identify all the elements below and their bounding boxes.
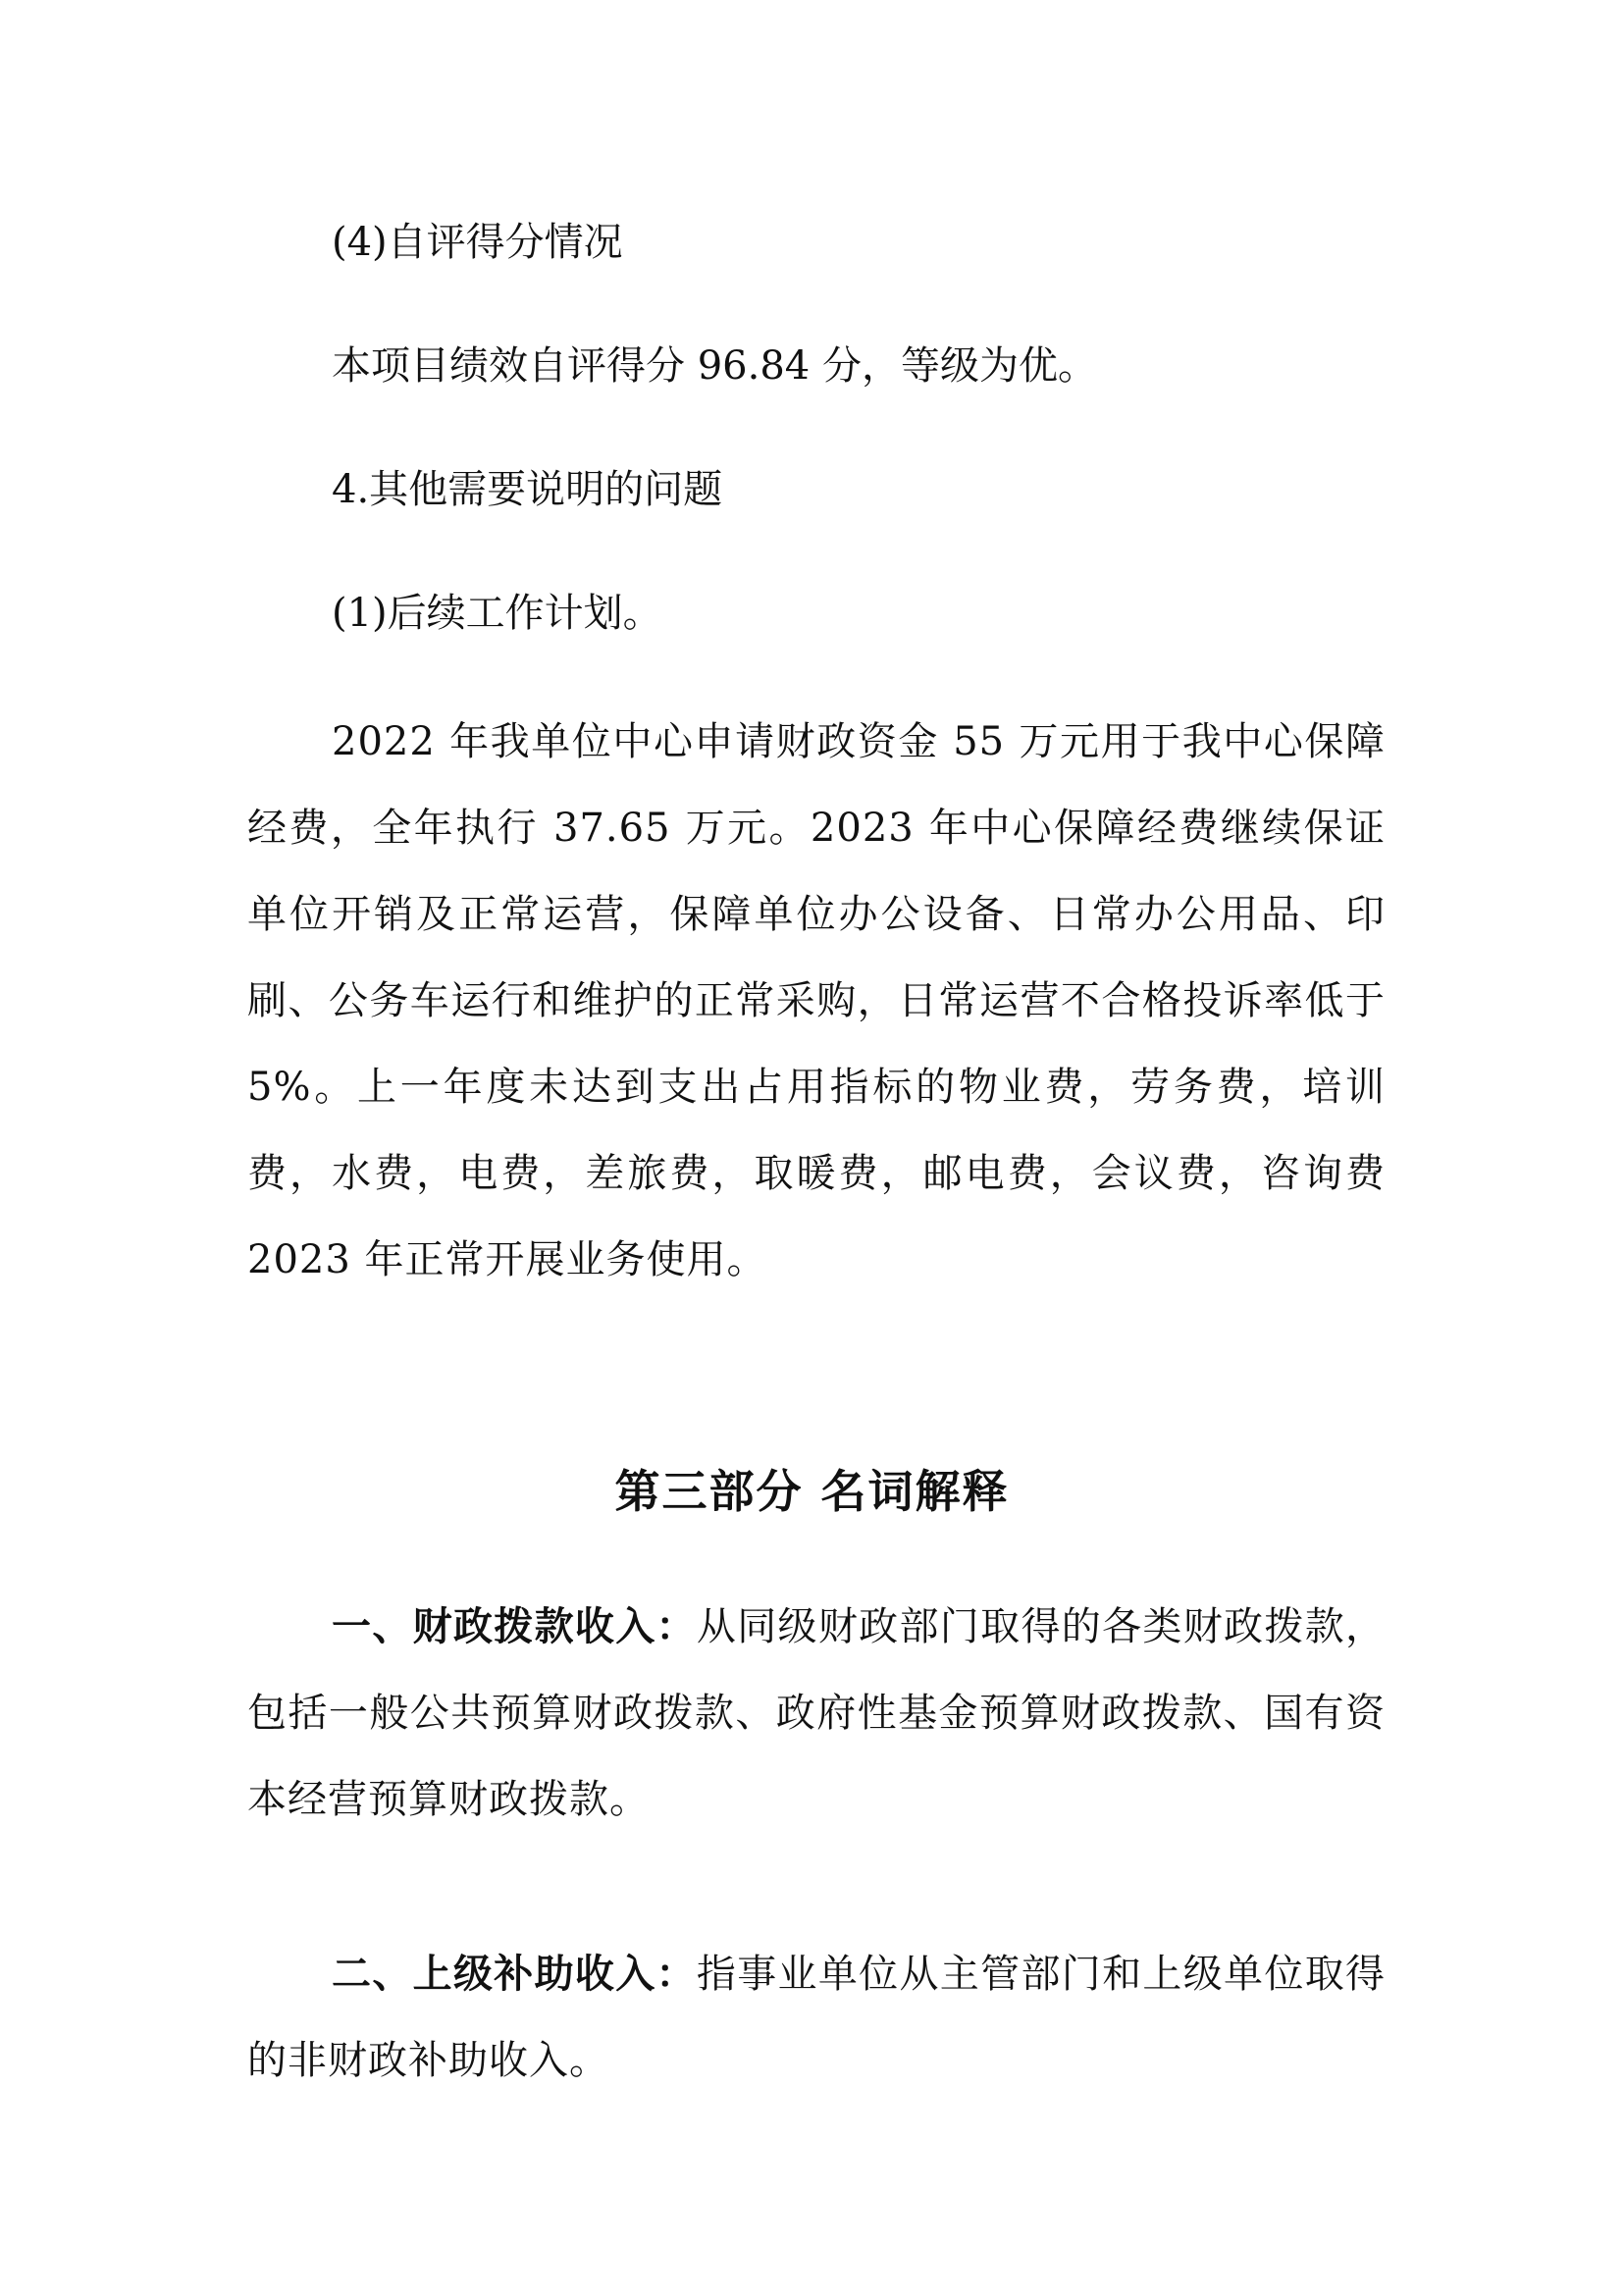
other-issues-heading: 4.其他需要说明的问题 (332, 467, 723, 512)
self-eval-text: 本项目绩效自评得分 96.84 分，等级为优。 (332, 343, 1097, 389)
follow-up-heading: (1)后续工作计划。 (332, 591, 662, 636)
term-text-2: 指事业单位从主管部门和上级单位取得的非财政补助收入。 (247, 1952, 1387, 2083)
term-label-1: 一、财政拨款收入： (332, 1603, 697, 1649)
section-title: 第三部分 名词解释 (614, 1465, 1010, 1518)
term-definition-1 (247, 1584, 1386, 1843)
follow-up-paragraph: 2022 年我单位中心申请财政资金 55 万元用于我中心保障经费，全年执行 37.65 万元。2023 年中心保障经费继续保证单位开销及正常运营，保障单位办公设备、日常办公用品、印刷、公务车运行和维护的正常采购，日常运营不合格投诉率低于 5%。上一年度未达到支出占用指标的物业费，劳务费，培训费，水费，电费，差旅费，取暖费，邮电费，会议费，咨询费 2023 年正常开展业务使用。 (247, 719, 1386, 1282)
term-text-1: 从同级财政部门取得的各类财政拨款，包括一般公共预算财政拨款、政府性基金预算财政拨款、国有资本经营预算财政拨款。 (247, 1604, 1387, 1822)
term-label-2: 二、上级补助收入： (332, 1951, 697, 1997)
term-definition-2 (247, 1931, 1386, 2104)
self-eval-heading: (4)自评得分情况 (332, 220, 623, 265)
